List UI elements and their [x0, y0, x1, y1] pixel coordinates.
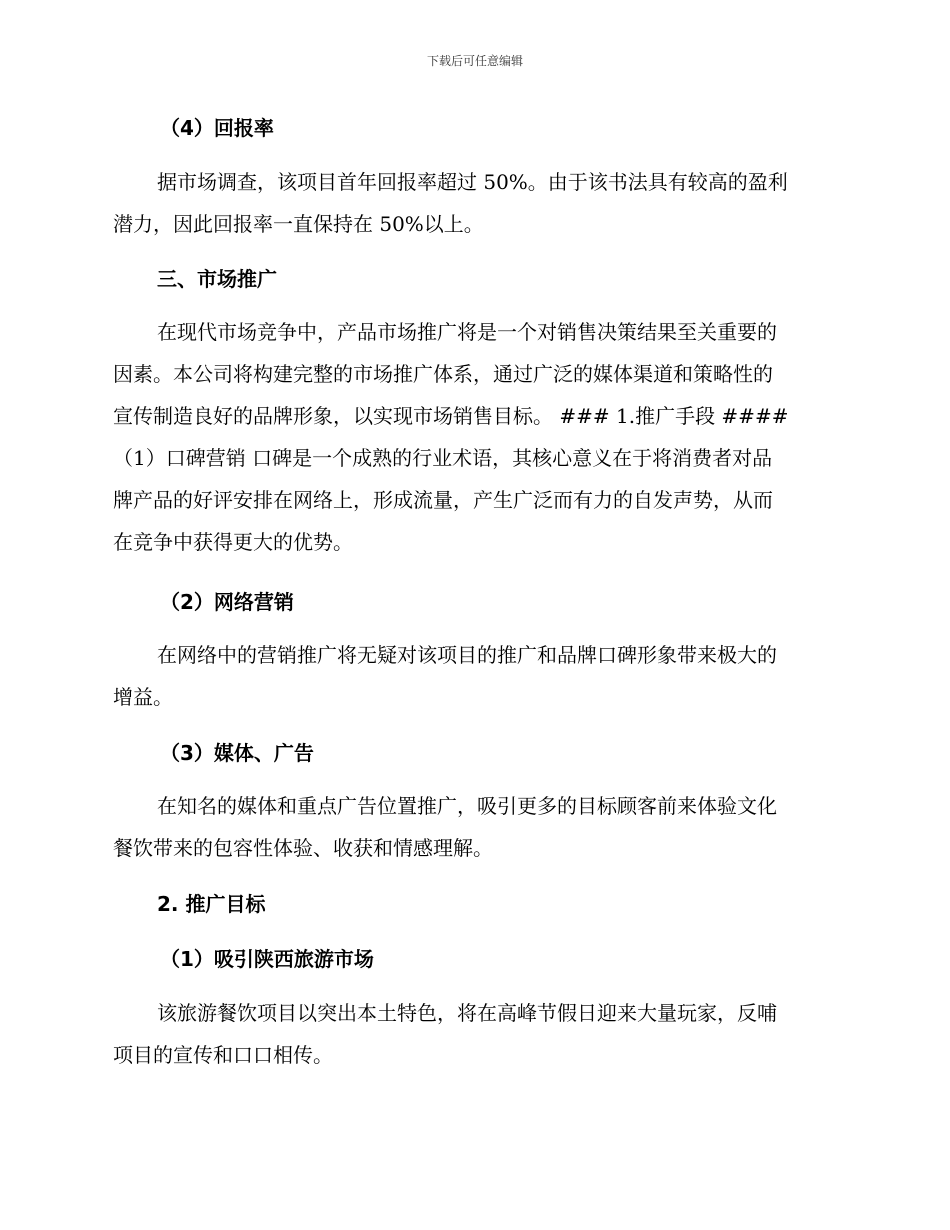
paragraph-line: 增益。	[113, 685, 173, 709]
paragraph-line: 宣传制造良好的品牌形象，以实现市场销售目标。 ### 1.推广手段 ####	[113, 404, 789, 428]
heading-online-marketing: （2）网络营销	[160, 590, 294, 614]
paragraph-line: 在知名的媒体和重点广告位置推广，吸引更多的目标顾客前来体验文化	[157, 794, 777, 818]
paragraph-line: （1）口碑营销 口碑是一个成熟的行业术语，其核心意义在于将消费者对品	[113, 446, 773, 470]
paragraph-line: 该旅游餐饮项目以突出本土特色，将在高峰节假日迎来大量玩家，反哺	[157, 1001, 777, 1025]
paragraph-online-marketing	[113, 634, 831, 718]
paragraph-line: 牌产品的好评安排在网络上，形成流量，产生广泛而有力的自发声势，从而	[113, 488, 773, 512]
paragraph-line: 因素。本公司将构建完整的市场推广体系，通过广泛的媒体渠道和策略性的	[113, 362, 773, 386]
paragraph-line: 在网络中的营销推广将无疑对该项目的推广和品牌口碑形象带来极大的	[157, 643, 777, 667]
heading-shaanxi-tourism: （1）吸引陕西旅游市场	[160, 947, 374, 971]
paragraph-return-rate	[113, 161, 831, 245]
heading-return-rate: （4）回报率	[160, 116, 274, 140]
page-header: 下载后可任意编辑	[426, 54, 523, 68]
heading-media-advertising: （3）媒体、广告	[160, 741, 314, 765]
paragraph-shaanxi-tourism	[113, 992, 831, 1076]
paragraph-line: 餐饮带来的包容性体验、收获和情感理解。	[113, 836, 493, 860]
paragraph-line: 在竞争中获得更大的优势。	[113, 530, 353, 554]
paragraph-line: 据市场调查，该项目首年回报率超过 50%。由于该书法具有较高的盈利	[157, 170, 788, 194]
paragraph-line: 潜力，因此回报率一直保持在 50%以上。	[113, 212, 484, 236]
paragraph-market-promotion	[113, 311, 831, 563]
heading-market-promotion: 三、市场推广	[157, 267, 277, 291]
heading-promotion-goal: 2. 推广目标	[157, 892, 266, 916]
paragraph-line: 在现代市场竞争中，产品市场推广将是一个对销售决策结果至关重要的	[157, 320, 777, 344]
paragraph-media-advertising	[113, 785, 831, 869]
paragraph-line: 项目的宣传和口口相传。	[113, 1043, 333, 1067]
